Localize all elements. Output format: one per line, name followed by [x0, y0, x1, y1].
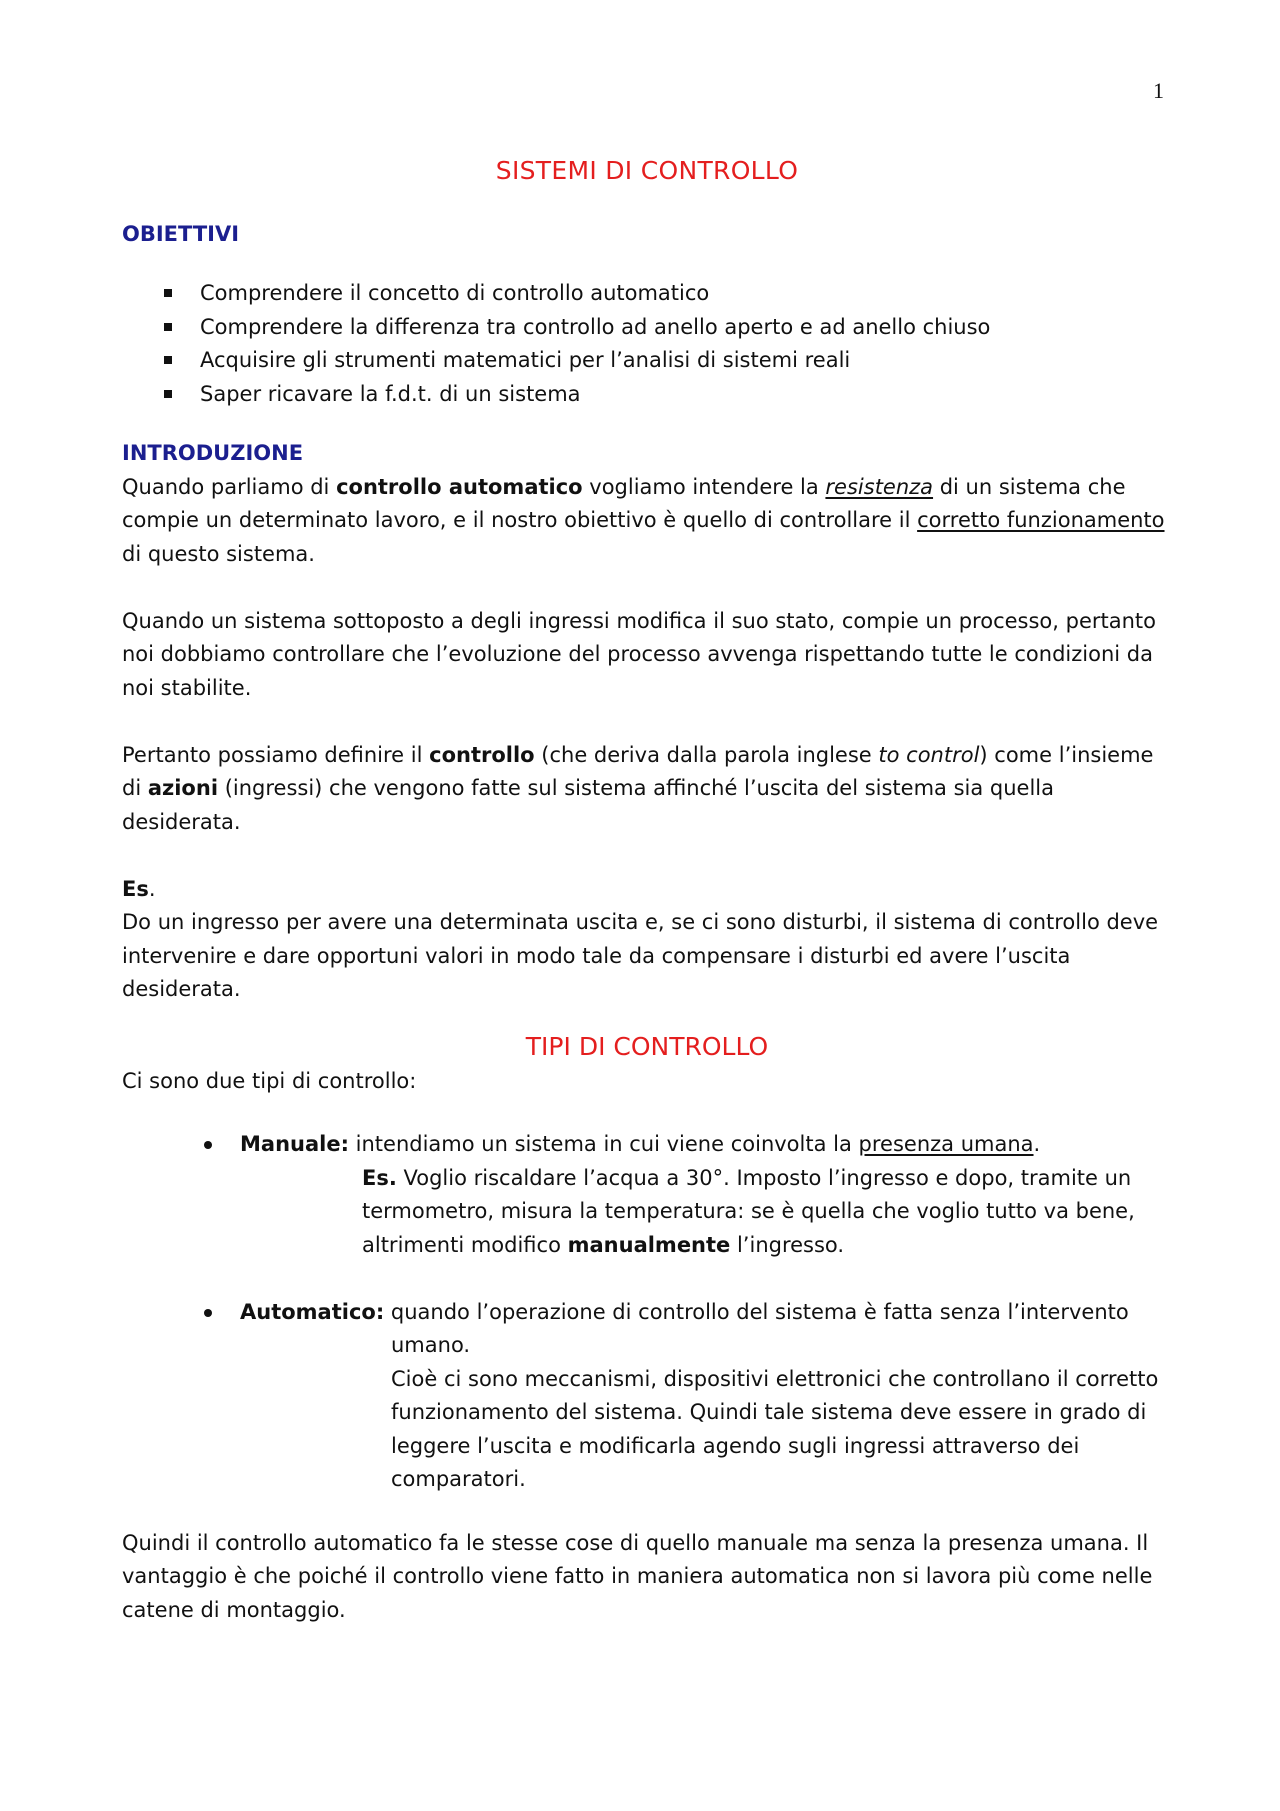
square-bullet-icon	[164, 356, 172, 364]
list-spacer	[202, 1262, 1172, 1296]
list-item: Comprendere la differenza tra controllo ad anello aperto e ad anello chiuso	[162, 311, 1172, 345]
page-number: 1	[1153, 78, 1164, 103]
example-label: Es.	[122, 876, 156, 901]
conclusion-paragraph: Quindi il controllo automatico fa le stesse cose di quello manuale ma senza la presenza umana. Il vantaggio è che poiché il controllo viene fatto in maniera automatica non si lavora più come nelle catene di montaggio.	[122, 1530, 1153, 1622]
intro-paragraph-3: Pertanto possiamo definire il controllo (che deriva dalla parola inglese to control) come l’insieme di azioni (ingressi) che vengono fatte sul sistema affinché l’uscita del sistema sia quella desiderata.	[122, 742, 1154, 834]
list-item: Acquisire gli strumenti matematici per l’analisi di sistemi reali	[162, 344, 1172, 378]
square-bullet-icon	[164, 323, 172, 331]
list-item: Comprendere il concetto di controllo automatico	[162, 277, 1172, 311]
obiettivi-list	[162, 277, 1172, 411]
example-paragraph: Do un ingresso per avere una determinata uscita e, se ci sono disturbi, il sistema di controllo deve intervenire e dare opportuni valori in modo tale da compensare i disturbi ed avere l’uscita desiderata.	[122, 910, 1159, 1001]
document-title: SISTEMI DI CONTROLLO	[495, 156, 799, 185]
intro-paragraph-2: Quando un sistema sottoposto a degli ingressi modifica il suo stato, compie un processo, pertanto noi dobbiamo controllare che l’evoluzione del processo avvenga rispettando tutte le condizioni da noi stabilite.	[122, 608, 1157, 700]
square-bullet-icon	[164, 390, 172, 398]
tipi-heading: TIPI DI CONTROLLO	[525, 1031, 769, 1061]
list-item-automatico: Automatico: quando l’operazione di controllo del sistema è fatta senza l’intervento umano. Cioè ci sono meccanismi, dispositivi elettronici che controllano il corretto funzionamento del sistema. Quindi tale sistema deve essere in grado di leggere l’uscita e modificarla agendo sugli ingressi attraverso dei comparatori.	[202, 1296, 1172, 1497]
document-body	[122, 150, 1172, 1627]
tipi-intro: Ci sono due tipi di controllo:	[122, 1068, 417, 1093]
square-bullet-icon	[164, 289, 172, 297]
automatico-detail: Cioè ci sono meccanismi, dispositivi elettronici che controllano il corretto funzionamento del sistema. Quindi tale sistema deve essere in grado di leggere l’uscita e modificarla agendo sugli ingressi attraverso dei comparatori.	[391, 1366, 1159, 1491]
tipi-list	[202, 1128, 1172, 1497]
list-item: Saper ricavare la f.d.t. di un sistema	[162, 378, 1172, 412]
obiettivi-heading: OBIETTIVI	[122, 221, 240, 246]
list-item-manuale: Manuale: intendiamo un sistema in cui viene coinvolta la presenza umana. Es. Voglio riscaldare l’acqua a 30°. Imposto l’ingresso e dopo, tramite un termometro, misura la temperatura: se è quella che voglio tutto va bene, altrimenti modifico manualmente l’ingresso.	[202, 1128, 1172, 1262]
round-bullet-icon	[204, 1141, 212, 1149]
intro-paragraph-1: Quando parliamo di controllo automatico vogliamo intendere la resistenza di un sistema che compie un determinato lavoro, e il nostro obiettivo è quello di controllare il corretto funzionamento di questo sistema.	[122, 474, 1165, 566]
manuale-example: Es. Voglio riscaldare l’acqua a 30°. Imposto l’ingresso e dopo, tramite un termometro, misura la temperatura: se è quella che voglio tutto va bene, altrimenti modifico manualmente l’ingresso.	[362, 1165, 1135, 1257]
round-bullet-icon	[204, 1309, 212, 1317]
introduzione-heading: INTRODUZIONE	[122, 441, 304, 465]
